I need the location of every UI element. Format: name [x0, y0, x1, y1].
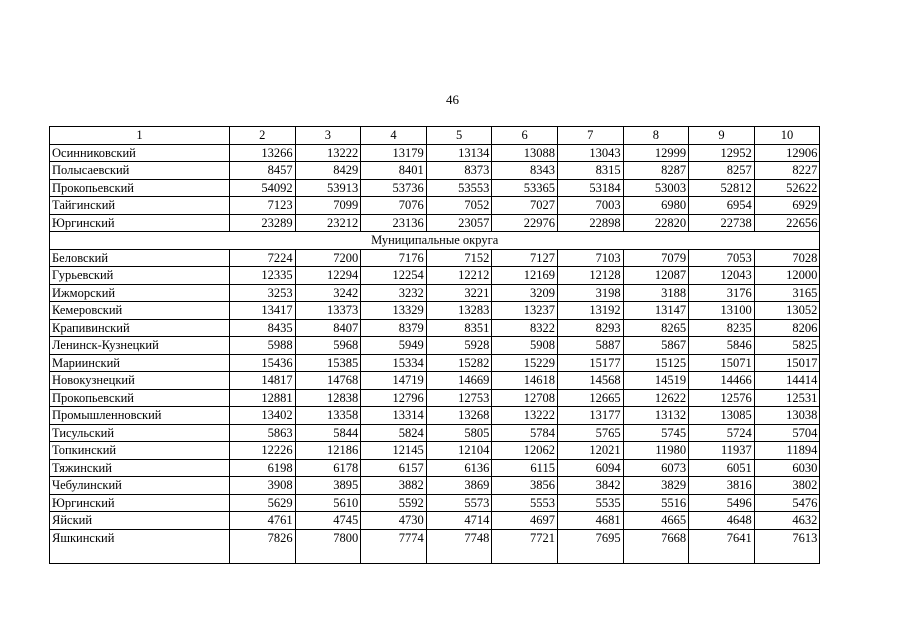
row-name: Гурьевский	[50, 267, 230, 285]
cell-value: 3232	[361, 284, 427, 302]
cell-value: 7774	[361, 529, 427, 563]
table-row	[50, 424, 820, 442]
column-header: 7	[557, 127, 623, 145]
table-body	[50, 144, 820, 563]
cell-value: 8293	[557, 319, 623, 337]
cell-value: 15125	[623, 354, 689, 372]
cell-value: 13100	[689, 302, 755, 320]
cell-value: 3176	[689, 284, 755, 302]
table-row	[50, 302, 820, 320]
cell-value: 7695	[557, 529, 623, 563]
cell-value: 11937	[689, 442, 755, 460]
cell-value: 7003	[557, 197, 623, 215]
cell-value: 4681	[557, 512, 623, 530]
cell-value: 12665	[557, 389, 623, 407]
cell-value: 15229	[492, 354, 558, 372]
cell-value: 23289	[230, 214, 296, 232]
cell-value: 7800	[295, 529, 361, 563]
cell-value: 4632	[754, 512, 820, 530]
cell-value: 13373	[295, 302, 361, 320]
cell-value: 13222	[295, 144, 361, 162]
cell-value: 7200	[295, 249, 361, 267]
cell-value: 5765	[557, 424, 623, 442]
cell-value: 7028	[754, 249, 820, 267]
cell-value: 3242	[295, 284, 361, 302]
cell-value: 13147	[623, 302, 689, 320]
cell-value: 13266	[230, 144, 296, 162]
cell-value: 13283	[426, 302, 492, 320]
cell-value: 5629	[230, 494, 296, 512]
cell-value: 14719	[361, 372, 427, 390]
cell-value: 13237	[492, 302, 558, 320]
row-name: Ленинск-Кузнецкий	[50, 337, 230, 355]
cell-value: 12145	[361, 442, 427, 460]
cell-value: 5949	[361, 337, 427, 355]
cell-value: 8401	[361, 162, 427, 180]
cell-value: 5825	[754, 337, 820, 355]
column-header: 6	[492, 127, 558, 145]
cell-value: 3198	[557, 284, 623, 302]
cell-value: 53003	[623, 179, 689, 197]
table-row	[50, 529, 820, 563]
cell-value: 8435	[230, 319, 296, 337]
cell-value: 5745	[623, 424, 689, 442]
table-row	[50, 319, 820, 337]
cell-value: 5908	[492, 337, 558, 355]
cell-value: 15071	[689, 354, 755, 372]
cell-value: 8265	[623, 319, 689, 337]
cell-value: 7103	[557, 249, 623, 267]
cell-value: 8257	[689, 162, 755, 180]
row-name: Кемеровский	[50, 302, 230, 320]
cell-value: 12021	[557, 442, 623, 460]
cell-value: 53736	[361, 179, 427, 197]
row-name: Яйский	[50, 512, 230, 530]
cell-value: 6136	[426, 459, 492, 477]
row-name: Топкинский	[50, 442, 230, 460]
cell-value: 3856	[492, 477, 558, 495]
cell-value: 3802	[754, 477, 820, 495]
cell-value: 13043	[557, 144, 623, 162]
row-name: Промышленновский	[50, 407, 230, 425]
row-name: Крапивинский	[50, 319, 230, 337]
cell-value: 5573	[426, 494, 492, 512]
cell-value: 8322	[492, 319, 558, 337]
table-row	[50, 337, 820, 355]
cell-value: 12906	[754, 144, 820, 162]
cell-value: 8351	[426, 319, 492, 337]
row-name: Юргинский	[50, 214, 230, 232]
cell-value: 22976	[492, 214, 558, 232]
cell-value: 7127	[492, 249, 558, 267]
cell-value: 7152	[426, 249, 492, 267]
cell-value: 6954	[689, 197, 755, 215]
column-header: 2	[230, 127, 296, 145]
row-name: Ижморский	[50, 284, 230, 302]
cell-value: 14414	[754, 372, 820, 390]
row-name: Яшкинский	[50, 529, 230, 563]
cell-value: 8343	[492, 162, 558, 180]
cell-value: 13222	[492, 407, 558, 425]
cell-value: 12838	[295, 389, 361, 407]
column-header: 9	[689, 127, 755, 145]
cell-value: 12087	[623, 267, 689, 285]
cell-value: 12335	[230, 267, 296, 285]
cell-value: 23057	[426, 214, 492, 232]
cell-value: 8206	[754, 319, 820, 337]
cell-value: 52622	[754, 179, 820, 197]
cell-value: 12952	[689, 144, 755, 162]
cell-value: 3842	[557, 477, 623, 495]
cell-value: 12999	[623, 144, 689, 162]
cell-value: 12043	[689, 267, 755, 285]
table-row	[50, 197, 820, 215]
cell-value: 15017	[754, 354, 820, 372]
section-row	[50, 232, 820, 250]
cell-value: 5496	[689, 494, 755, 512]
row-name: Тяжинский	[50, 459, 230, 477]
cell-value: 12622	[623, 389, 689, 407]
cell-value: 6030	[754, 459, 820, 477]
cell-value: 6178	[295, 459, 361, 477]
table-row	[50, 249, 820, 267]
cell-value: 13088	[492, 144, 558, 162]
cell-value: 8457	[230, 162, 296, 180]
cell-value: 13177	[557, 407, 623, 425]
cell-value: 7224	[230, 249, 296, 267]
cell-value: 53184	[557, 179, 623, 197]
cell-value: 5516	[623, 494, 689, 512]
cell-value: 5610	[295, 494, 361, 512]
cell-value: 6980	[623, 197, 689, 215]
cell-value: 22656	[754, 214, 820, 232]
cell-value: 3221	[426, 284, 492, 302]
cell-value: 7079	[623, 249, 689, 267]
cell-value: 4665	[623, 512, 689, 530]
table-row	[50, 179, 820, 197]
table-row	[50, 442, 820, 460]
cell-value: 15334	[361, 354, 427, 372]
cell-value: 4714	[426, 512, 492, 530]
cell-value: 5704	[754, 424, 820, 442]
cell-value: 3209	[492, 284, 558, 302]
cell-value: 3908	[230, 477, 296, 495]
cell-value: 8429	[295, 162, 361, 180]
cell-value: 14669	[426, 372, 492, 390]
cell-value: 5863	[230, 424, 296, 442]
cell-value: 4761	[230, 512, 296, 530]
cell-value: 5928	[426, 337, 492, 355]
cell-value: 8379	[361, 319, 427, 337]
row-name: Полысаевский	[50, 162, 230, 180]
table-row	[50, 267, 820, 285]
cell-value: 22738	[689, 214, 755, 232]
cell-value: 54092	[230, 179, 296, 197]
cell-value: 7721	[492, 529, 558, 563]
cell-value: 15436	[230, 354, 296, 372]
table-row	[50, 354, 820, 372]
cell-value: 13179	[361, 144, 427, 162]
data-table	[49, 126, 820, 564]
cell-value: 13085	[689, 407, 755, 425]
row-name: Беловский	[50, 249, 230, 267]
cell-value: 4697	[492, 512, 558, 530]
cell-value: 22820	[623, 214, 689, 232]
cell-value: 4648	[689, 512, 755, 530]
row-name: Осинниковский	[50, 144, 230, 162]
cell-value: 5887	[557, 337, 623, 355]
cell-value: 4745	[295, 512, 361, 530]
table-row	[50, 214, 820, 232]
table-row	[50, 459, 820, 477]
cell-value: 12169	[492, 267, 558, 285]
cell-value: 12254	[361, 267, 427, 285]
cell-value: 14519	[623, 372, 689, 390]
cell-value: 11894	[754, 442, 820, 460]
cell-value: 5535	[557, 494, 623, 512]
cell-value: 6051	[689, 459, 755, 477]
cell-value: 5867	[623, 337, 689, 355]
cell-value: 23212	[295, 214, 361, 232]
cell-value: 3188	[623, 284, 689, 302]
row-name: Чебулинский	[50, 477, 230, 495]
cell-value: 7668	[623, 529, 689, 563]
column-header: 5	[426, 127, 492, 145]
table-row	[50, 477, 820, 495]
cell-value: 15385	[295, 354, 361, 372]
row-name: Прокопьевский	[50, 179, 230, 197]
cell-value: 12796	[361, 389, 427, 407]
cell-value: 12186	[295, 442, 361, 460]
cell-value: 12062	[492, 442, 558, 460]
cell-value: 5724	[689, 424, 755, 442]
cell-value: 14817	[230, 372, 296, 390]
cell-value: 12576	[689, 389, 755, 407]
row-name: Тайгинский	[50, 197, 230, 215]
cell-value: 12226	[230, 442, 296, 460]
row-name: Новокузнецкий	[50, 372, 230, 390]
row-name: Тисульский	[50, 424, 230, 442]
table-row	[50, 162, 820, 180]
row-name: Прокопьевский	[50, 389, 230, 407]
cell-value: 6929	[754, 197, 820, 215]
cell-value: 12212	[426, 267, 492, 285]
cell-value: 3895	[295, 477, 361, 495]
cell-value: 14568	[557, 372, 623, 390]
table-row	[50, 372, 820, 390]
cell-value: 52812	[689, 179, 755, 197]
cell-value: 13134	[426, 144, 492, 162]
column-header: 10	[754, 127, 820, 145]
cell-value: 14618	[492, 372, 558, 390]
cell-value: 53553	[426, 179, 492, 197]
cell-value: 11980	[623, 442, 689, 460]
cell-value: 3882	[361, 477, 427, 495]
cell-value: 6157	[361, 459, 427, 477]
cell-value: 4730	[361, 512, 427, 530]
cell-value: 12708	[492, 389, 558, 407]
cell-value: 13038	[754, 407, 820, 425]
cell-value: 23136	[361, 214, 427, 232]
cell-value: 3829	[623, 477, 689, 495]
cell-value: 3869	[426, 477, 492, 495]
cell-value: 7613	[754, 529, 820, 563]
cell-value: 14466	[689, 372, 755, 390]
column-header: 3	[295, 127, 361, 145]
cell-value: 14768	[295, 372, 361, 390]
header-row	[50, 127, 820, 145]
page-number: 46	[446, 92, 459, 107]
cell-value: 15177	[557, 354, 623, 372]
cell-value: 5824	[361, 424, 427, 442]
cell-value: 7176	[361, 249, 427, 267]
cell-value: 7027	[492, 197, 558, 215]
cell-value: 6115	[492, 459, 558, 477]
cell-value: 22898	[557, 214, 623, 232]
cell-value: 7099	[295, 197, 361, 215]
cell-value: 53365	[492, 179, 558, 197]
table-row	[50, 494, 820, 512]
table-row	[50, 407, 820, 425]
cell-value: 5844	[295, 424, 361, 442]
cell-value: 15282	[426, 354, 492, 372]
column-header: 4	[361, 127, 427, 145]
cell-value: 12294	[295, 267, 361, 285]
cell-value: 8235	[689, 319, 755, 337]
cell-value: 13052	[754, 302, 820, 320]
cell-value: 12128	[557, 267, 623, 285]
cell-value: 12531	[754, 389, 820, 407]
cell-value: 7052	[426, 197, 492, 215]
cell-value: 8227	[754, 162, 820, 180]
cell-value: 3165	[754, 284, 820, 302]
cell-value: 7641	[689, 529, 755, 563]
cell-value: 5784	[492, 424, 558, 442]
cell-value: 5805	[426, 424, 492, 442]
cell-value: 5553	[492, 494, 558, 512]
cell-value: 8407	[295, 319, 361, 337]
cell-value: 12000	[754, 267, 820, 285]
row-name: Юргинский	[50, 494, 230, 512]
table-row	[50, 512, 820, 530]
cell-value: 12753	[426, 389, 492, 407]
cell-value: 8287	[623, 162, 689, 180]
column-header: 1	[50, 127, 230, 145]
section-title: Муниципальные округа	[50, 232, 820, 250]
cell-value: 12881	[230, 389, 296, 407]
cell-value: 6073	[623, 459, 689, 477]
cell-value: 6198	[230, 459, 296, 477]
cell-value: 13132	[623, 407, 689, 425]
table-row	[50, 389, 820, 407]
cell-value: 5988	[230, 337, 296, 355]
cell-value: 3816	[689, 477, 755, 495]
cell-value: 8315	[557, 162, 623, 180]
cell-value: 13358	[295, 407, 361, 425]
cell-value: 13402	[230, 407, 296, 425]
row-name: Мариинский	[50, 354, 230, 372]
cell-value: 5592	[361, 494, 427, 512]
cell-value: 8373	[426, 162, 492, 180]
cell-value: 13329	[361, 302, 427, 320]
cell-value: 3253	[230, 284, 296, 302]
cell-value: 6094	[557, 459, 623, 477]
cell-value: 13192	[557, 302, 623, 320]
cell-value: 7053	[689, 249, 755, 267]
cell-value: 5968	[295, 337, 361, 355]
cell-value: 7076	[361, 197, 427, 215]
cell-value: 7748	[426, 529, 492, 563]
cell-value: 13417	[230, 302, 296, 320]
cell-value: 7123	[230, 197, 296, 215]
cell-value: 12104	[426, 442, 492, 460]
cell-value: 5846	[689, 337, 755, 355]
table-row	[50, 284, 820, 302]
cell-value: 13268	[426, 407, 492, 425]
column-header: 8	[623, 127, 689, 145]
cell-value: 7826	[230, 529, 296, 563]
table-row	[50, 144, 820, 162]
cell-value: 13314	[361, 407, 427, 425]
cell-value: 53913	[295, 179, 361, 197]
cell-value: 5476	[754, 494, 820, 512]
